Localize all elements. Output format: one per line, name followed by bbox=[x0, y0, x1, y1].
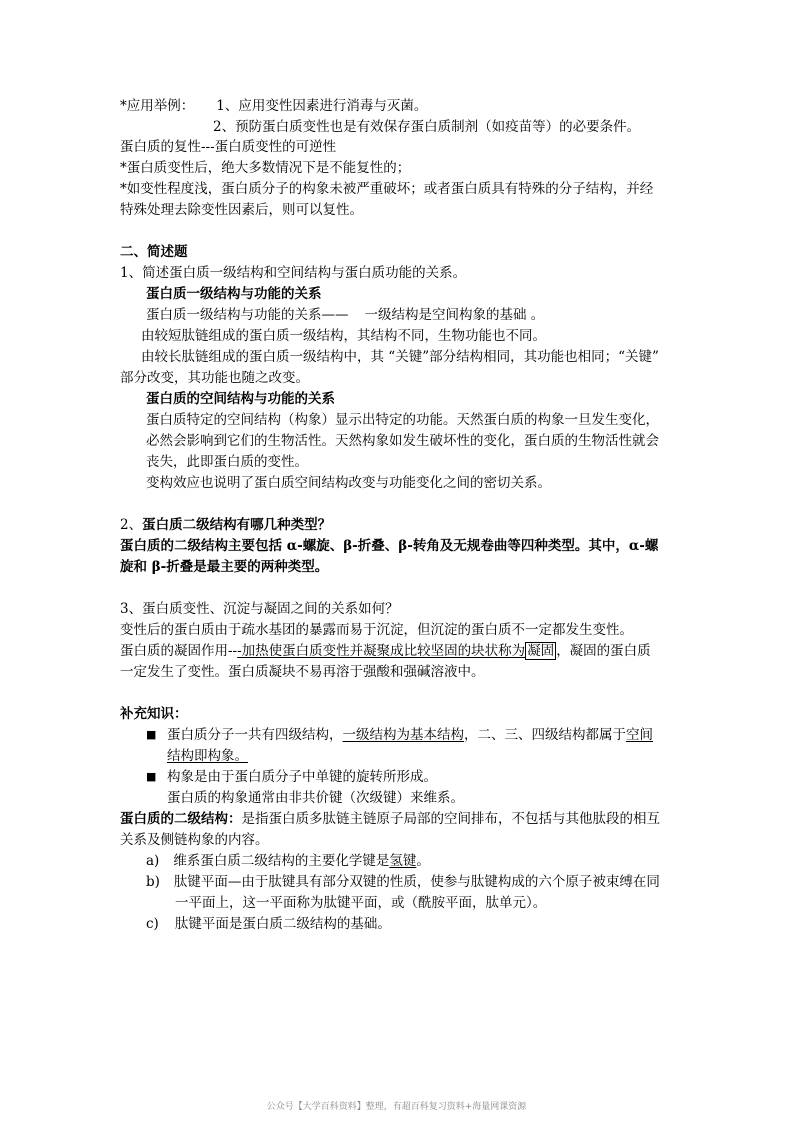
q1-primary-line-1b: 一级结构是空间构象的基础 。 bbox=[364, 307, 545, 323]
secondary-list-b-line-1 bbox=[146, 872, 660, 892]
list-marker-a: a) bbox=[146, 853, 160, 869]
supplement-item-2-line-2: 蛋白质的构象通常由非共价键（次级键）来维系。 bbox=[167, 790, 464, 806]
answer-3-line-2c: ，凝固的蛋白质 bbox=[556, 643, 651, 659]
application-line-2: 2、预防蛋白质变性也是有效保存蛋白质制剂（如疫苗等）的必要条件。 bbox=[213, 119, 641, 135]
q1-primary-line-1 bbox=[146, 305, 544, 325]
list-marker-c: c) bbox=[146, 916, 159, 932]
q1-spatial-line-4: 变构效应也说明了蛋白质空间结构改变与功能变化之间的密切关系。 bbox=[146, 475, 551, 491]
answer-2-line-2: 旋和 β-折叠是最主要的两种类型。 bbox=[120, 559, 329, 575]
section-title-short-answer: 二、简述题 bbox=[120, 244, 188, 260]
answer-2-line-1: 蛋白质的二级结构主要包括 α-螺旋、β-折叠、β-转角及无规卷曲等四种类型。其中，α-螺 bbox=[120, 538, 659, 554]
list-text-a-underline: 氢键 bbox=[389, 853, 417, 869]
secondary-list-c bbox=[146, 914, 391, 934]
renaturation-point-1: *蛋白质变性后，绝大多数情况下是不能复性的； bbox=[120, 160, 411, 176]
question-2 bbox=[120, 515, 331, 535]
supplement-item-1-underline-1: 一级结构为基本结构 bbox=[342, 727, 464, 743]
secondary-structure-term: 蛋白质的二级结构： bbox=[120, 811, 242, 827]
list-text-c: 肽键平面是蛋白质二级结构的基础。 bbox=[174, 916, 391, 932]
square-bullet-icon: ■ bbox=[146, 728, 157, 741]
question-3: 3、蛋白质变性、沉淀与凝固之间的关系如何？ bbox=[120, 601, 399, 617]
question-2-number: 2、 bbox=[120, 517, 143, 533]
q1-primary-line-4: 部分改变，其功能也随之改变。 bbox=[120, 370, 309, 386]
q1-subheading-spatial: 蛋白质的空间结构与功能的关系 bbox=[146, 391, 335, 407]
supplement-item-2-line-1: 构象是由于蛋白质分子中单键的旋转所形成。 bbox=[167, 769, 437, 785]
answer-3-line-3: 一定发生了变性。蛋白质凝块不易再溶于强酸和强碱溶液中。 bbox=[120, 664, 485, 680]
renaturation-heading: 蛋白质的复性---蛋白质变性的可逆性 bbox=[120, 139, 337, 155]
list-text-b-1: 肽键平面—由于肽键具有部分双键的性质，使参与肽键构成的六个原子被束缚在同 bbox=[173, 874, 660, 890]
list-text-a-end: 。 bbox=[416, 853, 430, 869]
application-item-1: 1、应用变性因素进行消毒与灭菌。 bbox=[216, 98, 428, 114]
answer-3-boxed-term: 凝固 bbox=[527, 643, 555, 659]
list-marker-b: b) bbox=[146, 874, 160, 890]
application-label: *应用举例： bbox=[120, 98, 195, 114]
q1-spatial-line-3: 丧失，此即蛋白质的变性。 bbox=[146, 454, 308, 470]
question-2-text: 蛋白质二级结构有哪几种类型？ bbox=[142, 517, 332, 533]
renaturation-point-2b: 特殊处理去除变性因素后，则可以复性。 bbox=[120, 202, 363, 218]
supplement-item-1b: ，二、三、四级结构都属于 bbox=[464, 727, 626, 743]
question-1: 1、简述蛋白质一级结构和空间结构与蛋白质功能的关系。 bbox=[120, 265, 467, 281]
application-line-1 bbox=[120, 96, 427, 116]
supplement-item-1-line-1 bbox=[167, 725, 653, 745]
q1-spatial-line-2: 必然会影响到它们的生物活性。天然构象如发生破坏性的变化，蛋白质的生物活性就会 bbox=[146, 433, 659, 449]
secondary-structure-def-line-1 bbox=[120, 809, 660, 829]
square-bullet-icon: ■ bbox=[146, 770, 157, 783]
q1-primary-line-1a: 蛋白质一级结构与功能的关系—— bbox=[146, 307, 349, 323]
answer-3-underlined: -加热使蛋白质变性并凝聚成比较坚固的块状称为 bbox=[237, 643, 526, 659]
secondary-structure-def-line-2: 关系及侧链构象的内容。 bbox=[120, 832, 269, 848]
supplement-item-1-underline-2: 空间 bbox=[626, 727, 653, 743]
renaturation-point-2a: *如变性程度浅，蛋白质分子的构象未被严重破坏；或者蛋白质具有特殊的分子结构，并经 bbox=[120, 181, 654, 197]
q1-subheading-primary: 蛋白质一级结构与功能的关系 bbox=[146, 286, 322, 302]
page-footer-watermark: 公众号【大学百科资料】整理，有超百科复习资料+海量网课资源 bbox=[266, 1102, 527, 1112]
list-text-a: 维系蛋白质二级结构的主要化学键是 bbox=[173, 853, 390, 869]
q1-primary-line-3: 由较长肽链组成的蛋白质一级结构中，其 “关键”部分结构相同，其功能也相同；“关键” bbox=[141, 349, 659, 365]
secondary-list-b-line-2: 一平面上，这一平面称为肽键平面，或（酰胺平面，肽单元）。 bbox=[175, 895, 547, 911]
supplement-item-1a: 蛋白质分子一共有四级结构， bbox=[167, 727, 343, 743]
answer-3-line-2a: 蛋白质的凝固作用-- bbox=[120, 643, 238, 659]
supplement-item-1-line-2: 结构即构象。 bbox=[167, 748, 248, 764]
supplement-title: 补充知识： bbox=[120, 706, 188, 722]
q1-spatial-line-1: 蛋白质特定的空间结构（构象）显示出特定的功能。天然蛋白质的构象一旦发生变化， bbox=[146, 412, 659, 428]
answer-3-line-2 bbox=[120, 641, 651, 661]
answer-3-line-1: 变性后的蛋白质由于疏水基团的暴露而易于沉淀，但沉淀的蛋白质不一定都发生变性。 bbox=[120, 622, 633, 638]
secondary-structure-def-1: 是指蛋白质多肽链主链原子局部的空间排布，不包括与其他肽段的相互 bbox=[241, 811, 660, 827]
secondary-list-a bbox=[146, 851, 430, 871]
q1-primary-line-2: 由较短肽链组成的蛋白质一级结构，其结构不同，生物功能也不同。 bbox=[141, 328, 546, 344]
